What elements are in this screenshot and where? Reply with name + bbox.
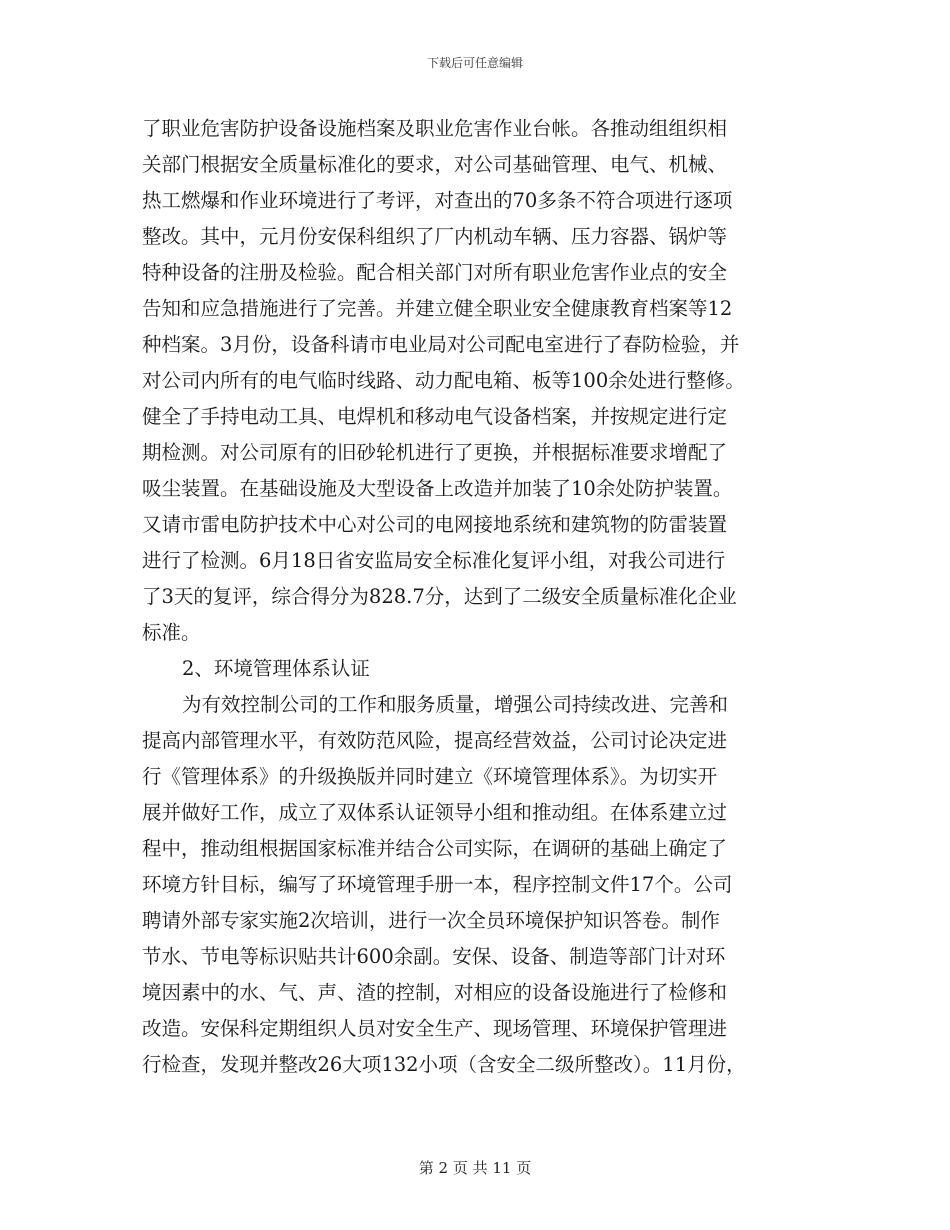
body-line: 关部门根据安全质量标准化的要求，对公司基础管理、电气、机械、	[142, 153, 728, 176]
body-line: 特种设备的注册及检验。配合相关部门对所有职业危害作业点的安全	[142, 261, 728, 284]
document-body	[142, 111, 822, 1083]
body-line: 种档案。3月份，设备科请市电业局对公司配电室进行了春防检验，并	[142, 333, 740, 356]
page-footer: 第 2 页 共 11 页	[418, 1159, 532, 1177]
body-line: 进行了检测。6月18日省安监局安全标准化复评小组，对我公司进行	[142, 549, 726, 572]
body-line: 健全了手持电动工具、电焊机和移动电气设备档案，并按规定进行定	[142, 405, 728, 428]
body-line: 期检测。对公司原有的旧砂轮机进行了更换，并根据标准要求增配了	[142, 441, 728, 464]
body-line: 行《管理体系》的升级换版并同时建立《环境管理体系》。为切实开	[142, 765, 718, 788]
body-line: 了职业危害防护设备设施档案及职业危害作业台帐。各推动组组织相	[142, 117, 728, 140]
section-heading: 2、环境管理体系认证	[182, 657, 370, 680]
body-line: 境因素中的水、气、声、渣的控制，对相应的设备设施进行了检修和	[142, 981, 728, 1004]
body-line: 环境方针目标，编写了环境管理手册一本，程序控制文件17个。公司	[142, 873, 733, 896]
body-line: 整改。其中，元月份安保科组织了厂内机动车辆、压力容器、锅炉等	[142, 225, 728, 248]
body-line: 提高内部管理水平，有效防范风险，提高经营效益，公司讨论决定进	[142, 729, 728, 752]
body-line: 对公司内所有的电气临时线路、动力配电箱、板等100余处进行整修。	[142, 369, 745, 392]
body-line: 为有效控制公司的工作和服务质量，增强公司持续改进、完善和	[182, 693, 729, 716]
body-line: 了3天的复评，综合得分为828.7分，达到了二级安全质量标准化企业	[142, 585, 737, 608]
body-line: 程中，推动组根据国家标准并结合公司实际，在调研的基础上确定了	[142, 837, 728, 860]
body-line: 展并做好工作，成立了双体系认证领导小组和推动组。在体系建立过	[142, 801, 728, 824]
body-line: 标准。	[142, 621, 201, 644]
body-line: 吸尘装置。在基础设施及大型设备上改造并加装了10余处防护装置。	[142, 477, 733, 500]
body-line: 改造。安保科定期组织人员对安全生产、现场管理、环境保护管理进	[142, 1017, 728, 1040]
body-line: 节水、节电等标识贴共计600余副。安保、设备、制造等部门计对环	[142, 945, 726, 968]
body-line: 热工燃爆和作业环境进行了考评，对查出的70多条不符合项进行逐项	[142, 189, 733, 212]
page-header: 下载后可任意编辑	[426, 56, 523, 70]
body-line: 聘请外部专家实施2次培训，进行一次全员环境保护知识答卷。制作	[142, 909, 720, 932]
body-line: 行检查，发现并整改26大项132小项（含安全二级所整改）。11月份，	[142, 1053, 746, 1076]
body-line: 告知和应急措施进行了完善。并建立健全职业安全健康教育档案等12	[142, 297, 733, 320]
body-line: 又请市雷电防护技术中心对公司的电网接地系统和建筑物的防雷装置	[142, 513, 728, 536]
